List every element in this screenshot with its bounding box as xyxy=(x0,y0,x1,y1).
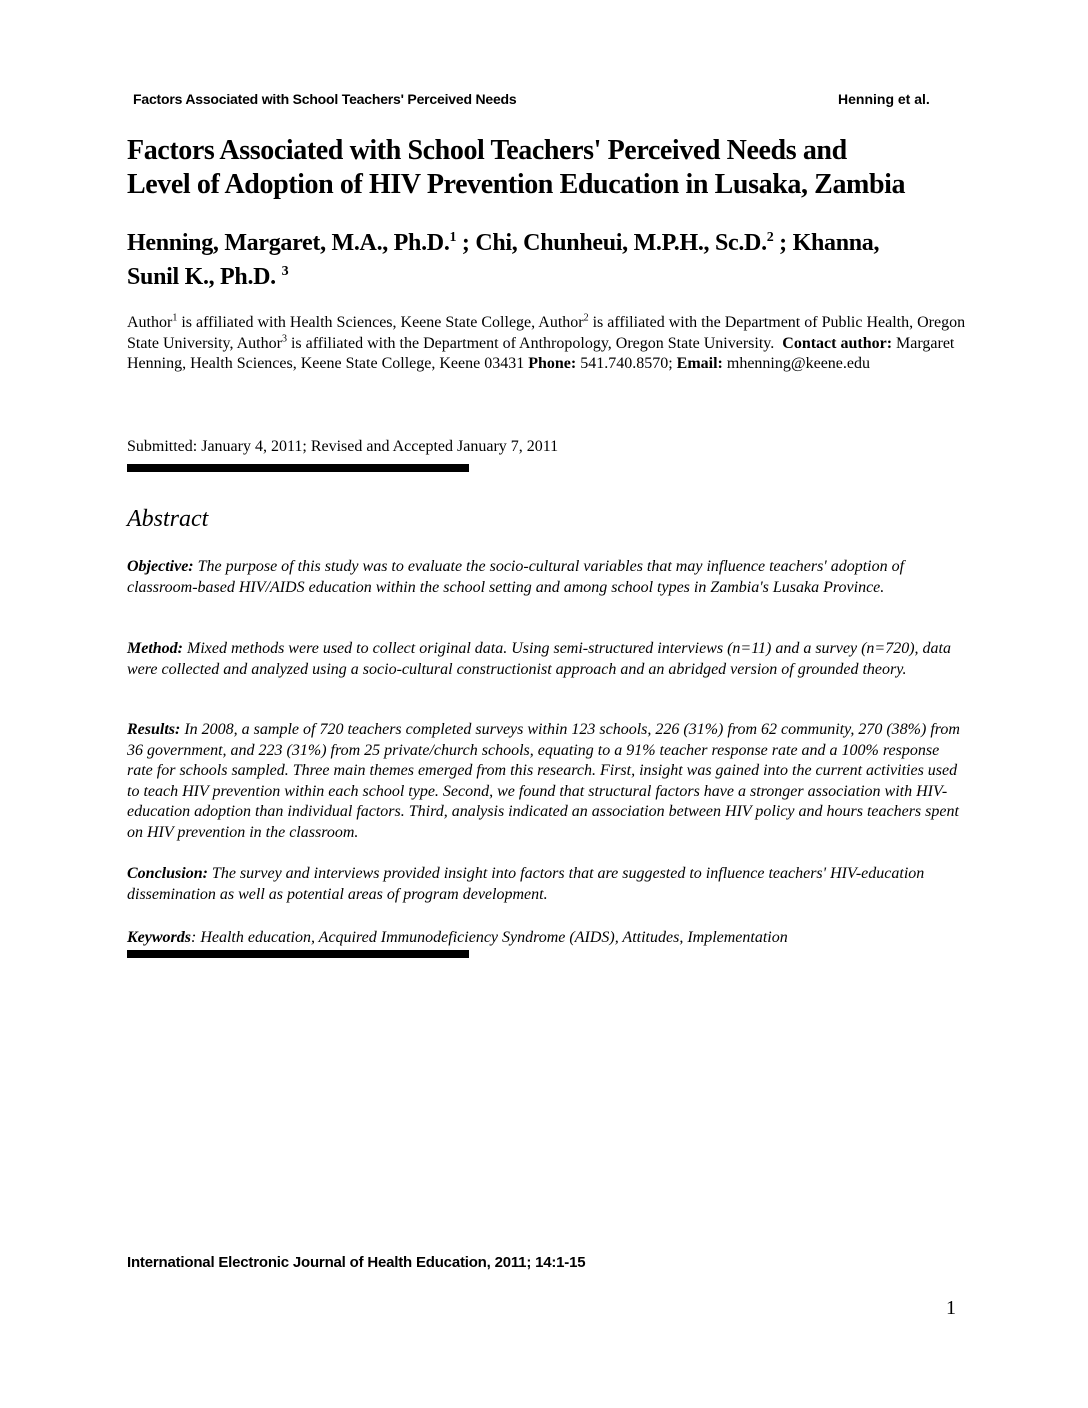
affiliation-author-word-3: Author xyxy=(236,334,282,352)
objective-text: The purpose of this study was to evaluate the socio-cultural variables that may influence teachers' adoption of classroom-based HIV/AIDS education within the school setting and among school types in Zambia's Lusaka Province. xyxy=(127,558,905,596)
author-1-sup: 1 xyxy=(449,230,457,245)
author-list xyxy=(127,226,977,294)
running-header-title: Factors Associated with School Teachers' Perceived Needs xyxy=(133,91,517,107)
conclusion-label: Conclusion: xyxy=(127,865,208,882)
keywords-text: : Health education, Acquired Immunodeficiency Syndrome (AIDS), Attitudes, Implementation xyxy=(191,929,788,946)
section-divider-bottom xyxy=(127,950,469,958)
conclusion-text: The survey and interviews provided insight into factors that are suggested to influence teachers' HIV-education dissemination as well as potential areas of program development. xyxy=(127,865,925,903)
journal-citation: International Electronic Journal of Health Education, 2011; 14:1-15 xyxy=(127,1254,586,1271)
author-2-sup: 2 xyxy=(766,230,774,245)
paper-title-line-1: Factors Associated with School Teachers' Perceived Needs and xyxy=(127,135,847,166)
author-3-name-part-1: Khanna, xyxy=(792,230,880,256)
results-text: In 2008, a sample of 720 teachers completed surveys within 123 schools, 226 (31%) from 62 community, 270 (38%) from 36 government, and 223 (31%) from 25 private/church schools, equating to a 91% teacher response rate and a 100% response rate for schools sampled. Three main themes emerged from this research. First, insight was gained into the current activities used to teach HIV prevention within each school type. Second, we found that structural factors have a stronger association with HIV-education adoption than individual factors. Third, analysis indicated an association between HIV policy and hours teachers spent on HIV prevention in the classroom. xyxy=(127,721,960,841)
author-separator-2: ; xyxy=(773,230,793,256)
contact-author-text: Margaret Henning, Health Sciences, Keene State College, Keene 03431 xyxy=(127,334,955,372)
affiliation-text-3: is affiliated with the Department of Anthropology, Oregon State University. xyxy=(286,334,783,352)
objective-label: Objective: xyxy=(127,558,194,575)
author-line-2 xyxy=(127,260,977,294)
author-line-1 xyxy=(127,226,977,260)
affiliation-sup-3: 3 xyxy=(281,333,287,345)
submission-dates: Submitted: January 4, 2011; Revised and Accepted January 7, 2011 xyxy=(127,438,559,455)
abstract-objective xyxy=(127,557,962,598)
author-3-name-part-2: Sunil K., Ph.D. xyxy=(127,264,282,290)
phone-text: 541.740.8570; xyxy=(576,355,677,372)
section-divider-top xyxy=(127,464,469,472)
affiliation-author-word-1: Author xyxy=(127,314,173,331)
abstract-conclusion xyxy=(127,864,962,905)
affiliation-sup-2: 2 xyxy=(583,312,589,324)
contact-author-label: Contact author: xyxy=(782,334,893,352)
email-text: mhenning@keene.edu xyxy=(722,355,871,372)
paper-title-line-2: Level of Adoption of HIV Prevention Education in Lusaka, Zambia xyxy=(127,169,906,200)
email-label: Email: xyxy=(676,355,723,372)
running-header-authors: Henning et al. xyxy=(838,91,930,107)
method-label: Method: xyxy=(127,640,183,657)
abstract-keywords xyxy=(127,928,962,949)
abstract-method xyxy=(127,639,962,680)
author-3-sup: 3 xyxy=(281,264,289,279)
affiliation-text-1: is affiliated with Health Sciences, Keene State College, xyxy=(177,314,539,331)
abstract-results xyxy=(127,720,962,843)
affiliation-block xyxy=(127,313,967,375)
keywords-label: Keywords xyxy=(127,929,191,946)
affiliation-text-2: is affiliated with the Department of Public Health, Oregon State University, xyxy=(127,314,966,352)
abstract-heading: Abstract xyxy=(127,506,209,532)
author-separator-1: ; xyxy=(456,230,476,256)
paper-title xyxy=(127,134,977,202)
method-text: Mixed methods were used to collect original data. Using semi-structured interviews (n=11) and a survey (n=720), data were collected and analyzed using a socio-cultural constructionist approach and an abridged version of grounded theory. xyxy=(127,640,951,678)
affiliation-sup-1: 1 xyxy=(172,312,178,324)
page-number: 1 xyxy=(946,1297,956,1319)
phone-label: Phone: xyxy=(528,355,577,372)
affiliation-author-word-2: Author xyxy=(538,314,584,331)
author-2-name: Chi, Chunheui, M.P.H., Sc.D. xyxy=(475,230,767,256)
author-1-name: Henning, Margaret, M.A., Ph.D. xyxy=(127,230,450,256)
results-label: Results: xyxy=(127,721,181,738)
